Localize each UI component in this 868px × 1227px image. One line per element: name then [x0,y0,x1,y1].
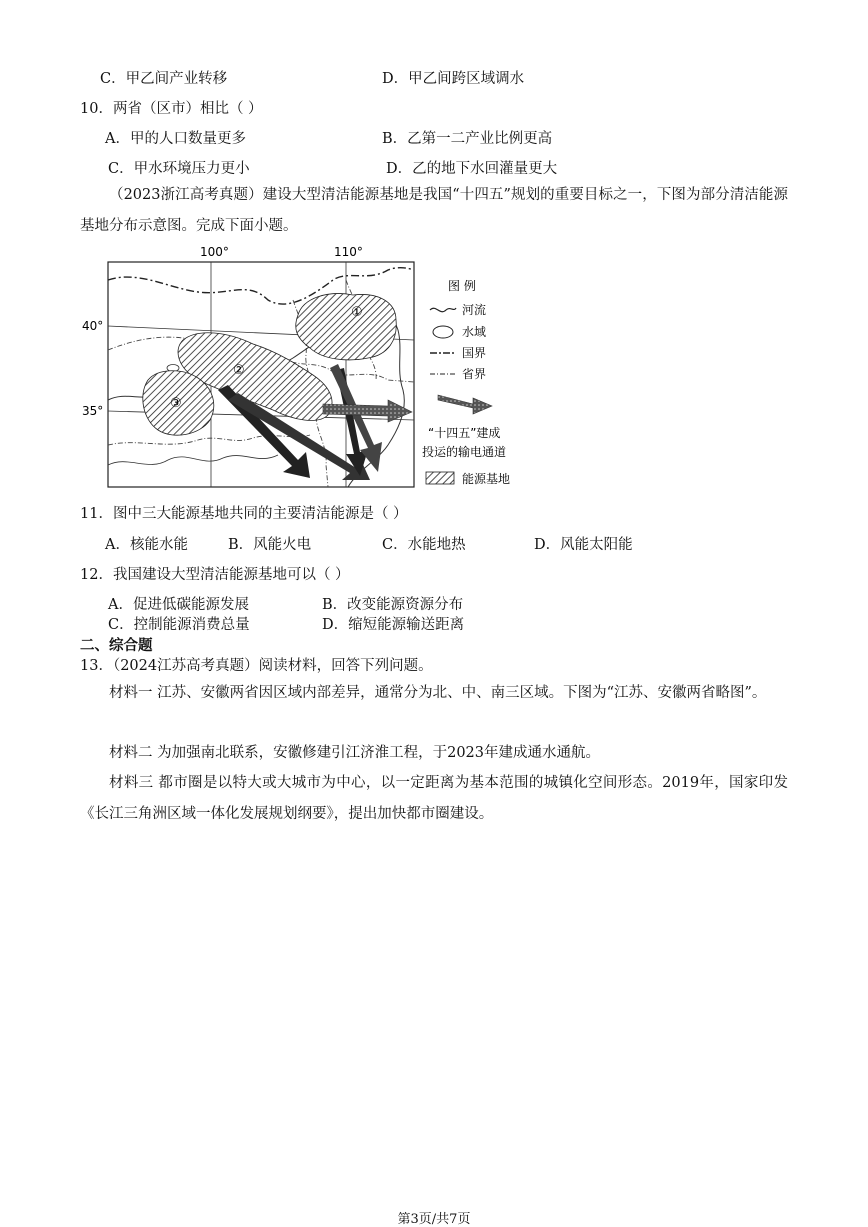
q10-option-a: A．甲的人口数量更多 [105,131,246,147]
q9-option-c: C．甲乙间产业转移 [100,71,228,87]
legend-base-icon [426,472,454,484]
map-svg [78,240,518,495]
q12-option-a: A．促进低碳能源发展 [108,597,249,613]
q10-option-d: D．乙的地下水回灌量更大 [386,161,558,177]
q9-option-d: D．甲乙间跨区域调水 [382,71,525,87]
legend-water-icon [433,326,453,338]
base-marker-2: ② [233,363,245,378]
map-legend [422,278,510,486]
q11-option-a: A．核能水能 [105,537,188,553]
q13-material-3: 材料三 都市圈是以特大或大城市为中心，以一定距离为基本范围的城镇化空间形态。2019年，国家印发《长江三角洲区域一体化发展规划纲要》，提出加快都市圈建设。 [80,775,788,822]
q12-stem: 12．我国建设大型清洁能源基地可以（ ） [80,567,350,583]
base-marker-1: ① [351,305,363,320]
page-footer: 第3页/共7页 [397,1212,471,1227]
q13-material-2: 材料二 为加强南北联系，安徽修建引江济淮工程，于2023年建成通水通航。 [109,745,601,761]
legend-channel-label-2: 投运的输电通道 [422,445,507,459]
q13-material-1: 材料一 江苏、安徽两省因区域内部差异，通常分为北、中、南三区域。下图为“江苏、安徽两省略图”。 [109,685,767,701]
legend-river-icon [430,308,456,312]
legend-river: 河流 [462,303,487,317]
legend-base: 能源基地 [462,472,511,486]
lat-label-40: 40° [82,319,104,333]
q10-option-c: C．甲水环境压力更小 [108,161,250,177]
legend-water: 水域 [462,325,487,339]
energy-base-map [78,240,518,495]
legend-channel-label-1: “十四五”建成 [428,426,501,440]
q12-option-d: D．缩短能源输送距离 [322,617,465,633]
q11-option-d: D．风能太阳能 [534,537,633,553]
legend-title: 图 例 [448,279,476,293]
legend-province-border: 省界 [462,367,487,381]
q11-option-c: C．水能地热 [382,537,466,553]
q10-option-b: B．乙第一二产业比例更高 [382,131,553,147]
intro-11-12: （2023浙江高考真题）建设大型清洁能源基地是我国“十四五”规划的重要目标之一，下图为部分清洁能源基地分布示意图。完成下面小题。 [80,187,788,234]
q13-stem: 13．（2024江苏高考真题）阅读材料，回答下列问题。 [80,658,433,674]
lon-label-100: 100° [200,245,229,259]
q12-option-c: C．控制能源消费总量 [108,617,250,633]
section-2-title: 二、综合题 [80,637,153,654]
legend-channel-icon [438,395,492,414]
lat-label-35: 35° [82,404,104,418]
q11-stem: 11．图中三大能源基地共同的主要清洁能源是（ ） [80,506,408,522]
legend-national-border: 国界 [462,346,487,360]
lon-label-110: 110° [334,245,363,259]
base-marker-3: ③ [170,396,182,411]
q11-option-b: B．风能火电 [228,537,312,553]
q12-option-b: B．改变能源资源分布 [322,597,464,613]
q10-stem: 10．两省（区市）相比（ ） [80,101,263,117]
